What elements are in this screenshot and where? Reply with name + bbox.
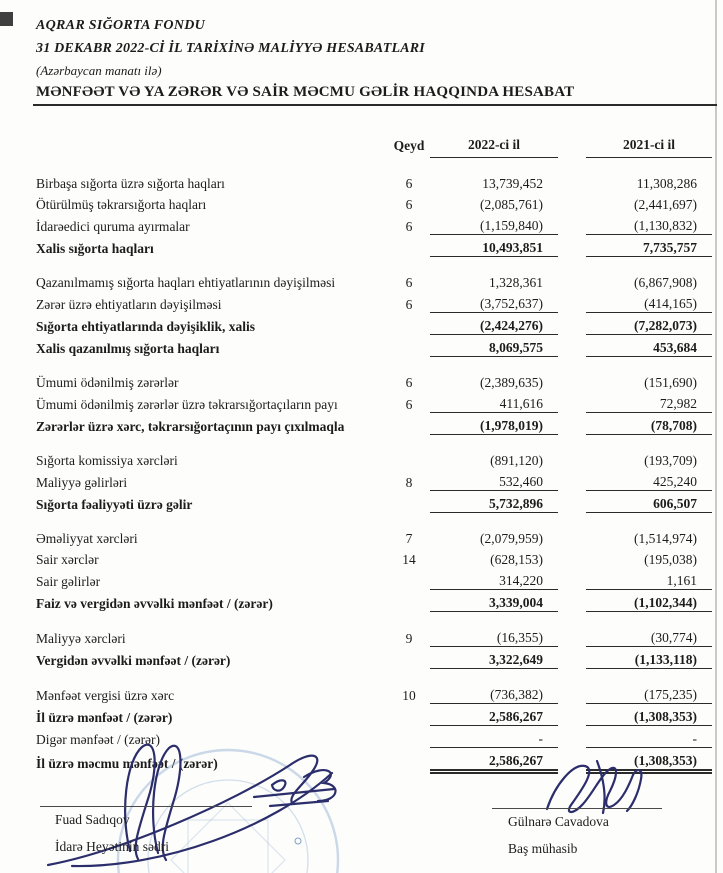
row-note: 6 [405, 396, 413, 412]
row-label: Maliyyə xərcləri [36, 630, 126, 646]
table-row [36, 413, 712, 435]
table-row [36, 391, 712, 413]
row-label: Zərərlər üzrə xərc, təkrarsığortaçının payı çıxılmaqla [36, 418, 345, 434]
row-note: 6 [405, 176, 413, 191]
row-note [388, 313, 430, 335]
value-2022: (736,382) [430, 669, 558, 704]
column-spacer [558, 313, 586, 335]
row-label: Əməliyyat xərcləri [36, 531, 138, 546]
column-spacer [558, 291, 586, 313]
table-row [36, 257, 712, 292]
column-spacer [558, 335, 586, 357]
table-row [36, 158, 712, 193]
table-row [36, 669, 712, 704]
table-row [36, 547, 712, 568]
table-body [36, 158, 712, 772]
table-row [36, 590, 712, 612]
document-header [36, 18, 696, 101]
row-note [388, 568, 430, 590]
value-2021: - [586, 726, 712, 748]
column-spacer [558, 513, 586, 548]
row-note: 6 [405, 218, 413, 234]
column-spacer [558, 612, 586, 647]
row-label: Sığorta komissiya xərcləri [36, 453, 178, 468]
value-2021: 1,161 [586, 568, 712, 590]
value-2021: (1,102,344) [586, 590, 712, 612]
row-note: 6 [405, 296, 413, 312]
row-note: 9 [405, 630, 413, 646]
column-spacer [558, 748, 586, 772]
value-2021: (6,867,908) [634, 275, 697, 290]
table-row [36, 726, 712, 748]
value-2022: 411,616 [430, 391, 558, 413]
column-spacer [558, 704, 586, 726]
table-row [36, 357, 712, 392]
row-note [388, 491, 430, 513]
table-row [36, 192, 712, 213]
accountant-signature-line [492, 808, 662, 809]
row-note [388, 335, 430, 357]
column-spacer [558, 435, 586, 470]
statement-title: MƏNFƏƏT VƏ YA ZƏRƏR VƏ SAİR MƏCMU GƏLİR HAQQINDA HESABAT [36, 84, 575, 100]
value-2021: 425,240 [586, 469, 712, 491]
column-spacer [558, 568, 586, 590]
column-spacer [558, 158, 586, 193]
table-row [36, 612, 712, 647]
value-2021: (151,690) [644, 375, 697, 390]
income-statement-table [36, 131, 712, 774]
table-row [36, 491, 712, 513]
row-label: Sığorta fəaliyyəti üzrə gəlir [36, 496, 193, 512]
chairman-title: İdarə Heyətinin sədri [55, 839, 169, 854]
row-note [388, 590, 430, 612]
row-note [388, 647, 430, 669]
column-spacer [558, 213, 586, 235]
row-label: Xalis sığorta haqları [36, 240, 154, 256]
value-2022: 13,739,452 [482, 176, 543, 191]
row-label: Ümumi ödənilmiş zərərlər üzrə təkrarsığortaçıların payı [36, 396, 338, 412]
value-2022: 532,460 [430, 469, 558, 491]
value-2022: 2,586,267 [430, 704, 558, 726]
value-2021: (414,165) [586, 291, 712, 313]
value-2022: (2,424,276) [430, 313, 558, 335]
value-2022: (1,159,840) [430, 213, 558, 235]
value-2021: 11,308,286 [636, 176, 697, 191]
value-2021: (193,709) [644, 453, 697, 468]
row-label: İdarəedici quruma ayırmalar [36, 218, 190, 234]
header-label-spacer [36, 131, 388, 158]
column-spacer [558, 547, 586, 568]
row-label: Xalis qazanılmış sığorta haqları [36, 340, 220, 356]
row-label: Vergidən əvvəlki mənfəət / (zərər) [36, 652, 231, 668]
row-note [388, 726, 430, 748]
company-name: AQRAR SIĞORTA FONDU [36, 18, 206, 33]
value-2021: (30,774) [586, 612, 712, 647]
table-row [36, 469, 712, 491]
row-label: Zərər üzrə ehtiyatların dəyişilməsi [36, 296, 222, 312]
row-note [388, 235, 430, 257]
row-note [388, 748, 430, 772]
report-subtitle: 31 DEKABR 2022-Cİ İL TARİXİNƏ MALİYYƏ HESABATLARI [36, 41, 425, 56]
table-row [36, 313, 712, 335]
row-label: Faiz və vergidən əvvəlki mənfəət / (zərər) [36, 595, 273, 611]
value-2021: (1,308,353) [586, 704, 712, 726]
value-2022: (16,355) [430, 612, 558, 647]
value-2021: (78,708) [586, 413, 712, 435]
value-2021: (1,514,974) [634, 531, 697, 546]
row-note [388, 435, 430, 470]
table-row [36, 235, 712, 257]
value-2021: (2,441,697) [634, 197, 697, 212]
row-note [388, 413, 430, 435]
column-spacer [558, 413, 586, 435]
value-2022: (2,085,761) [480, 197, 543, 212]
table-row [36, 568, 712, 590]
row-label: Birbaşa sığorta üzrə sığorta haqları [36, 176, 225, 191]
value-2022: (2,389,635) [480, 375, 543, 390]
table-row [36, 748, 712, 772]
row-label: Sığorta ehtiyatlarında dəyişiklik, xalis [36, 318, 256, 334]
value-2021: (175,235) [586, 669, 712, 704]
value-2022: 1,328,361 [489, 275, 543, 290]
row-label: İl üzrə məcmu mənfəət / (zərər) [36, 755, 218, 771]
value-2022: 10,493,851 [430, 235, 558, 257]
row-note: 6 [405, 275, 413, 290]
table-row [36, 291, 712, 313]
value-2021: 606,507 [586, 491, 712, 513]
column-spacer [558, 357, 586, 392]
column-spacer [558, 669, 586, 704]
column-header-2021: 2021-ci il [586, 131, 712, 158]
value-2021: 7,735,757 [586, 235, 712, 257]
column-header-note: Qeyd [393, 137, 425, 153]
column-header-2022: 2022-ci il [430, 131, 558, 158]
value-2022: 2,586,267 [430, 748, 558, 772]
value-2021: (1,308,353) [586, 748, 712, 772]
row-label: Sair xərclər [36, 552, 99, 567]
scan-corner-artifact [0, 12, 13, 26]
row-note: 7 [405, 531, 413, 546]
currency-note: (Azərbaycan manatı ilə) [36, 63, 162, 78]
row-label: Maliyyə gəlirləri [36, 474, 128, 490]
value-2022: (2,079,959) [480, 531, 543, 546]
column-spacer [558, 192, 586, 213]
column-spacer [558, 590, 586, 612]
row-note: 10 [402, 687, 416, 703]
value-2021: (195,038) [644, 552, 697, 567]
row-note [388, 704, 430, 726]
value-2022: 3,322,649 [430, 647, 558, 669]
row-label: İl üzrə mənfəət / (zərər) [36, 709, 173, 725]
row-label: Sair gəlirlər [36, 573, 101, 589]
value-2022: 8,069,575 [430, 335, 558, 357]
value-2022: 5,732,896 [430, 491, 558, 513]
table-row [36, 335, 712, 357]
value-2021: 453,684 [586, 335, 712, 357]
value-2022: (628,153) [490, 552, 543, 567]
table-row [36, 513, 712, 548]
accountant-name: Gülnarə Cavadova [508, 814, 609, 829]
column-spacer [558, 257, 586, 292]
accountant-title: Baş mühasib [508, 841, 578, 856]
chairman-signature-line [40, 806, 252, 807]
row-note: 14 [402, 552, 416, 567]
row-note: 6 [405, 197, 413, 212]
value-2022: (3,752,637) [430, 291, 558, 313]
scan-edge-line [715, 0, 717, 873]
column-spacer [558, 726, 586, 748]
row-note: 6 [405, 375, 413, 390]
value-2022: 314,220 [430, 568, 558, 590]
table-row [36, 213, 712, 235]
column-spacer [558, 235, 586, 257]
column-spacer [558, 469, 586, 491]
value-2022: - [430, 726, 558, 748]
row-label: Ötürülmüş təkrarsığorta haqları [36, 197, 207, 212]
column-spacer [558, 391, 586, 413]
title-underline [33, 104, 717, 106]
value-2021: 72,982 [586, 391, 712, 413]
value-2021: (1,133,118) [586, 647, 712, 669]
value-2022: (1,978,019) [430, 413, 558, 435]
value-2022: (891,120) [490, 453, 543, 468]
table-row [36, 435, 712, 470]
value-2021: (1,130,832) [586, 213, 712, 235]
row-label: Ümumi ödənilmiş zərərlər [36, 375, 179, 390]
value-2022: 3,339,004 [430, 590, 558, 612]
table-row [36, 647, 712, 669]
row-label: Digər mənfəət / (zərər) [36, 731, 161, 747]
row-label: Qazanılmamış sığorta haqları ehtiyatlarının dəyişilməsi [36, 275, 336, 290]
table-header-row [36, 131, 712, 158]
column-spacer [558, 491, 586, 513]
table-row [36, 704, 712, 726]
header-column-spacer [558, 131, 586, 158]
column-spacer [558, 647, 586, 669]
chairman-name: Fuad Sadıqov [55, 812, 130, 827]
value-2021: (7,282,073) [586, 313, 712, 335]
row-label: Mənfəət vergisi üzrə xərc [36, 687, 175, 703]
row-note: 8 [405, 474, 413, 490]
